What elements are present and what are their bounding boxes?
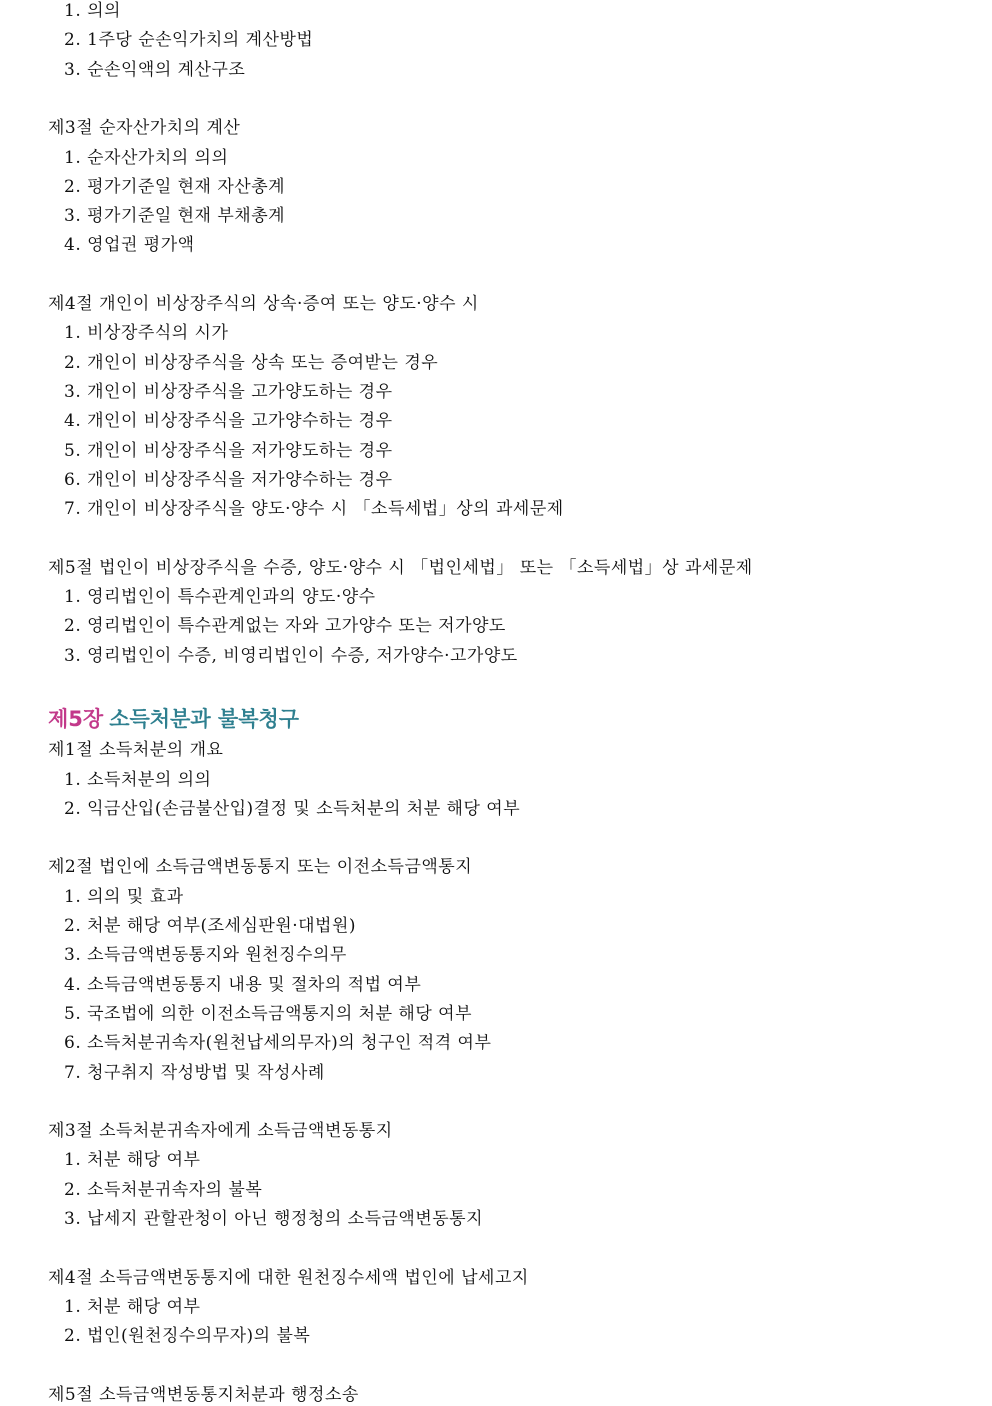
toc-item-title: 개인이 비상장주식을 저가양도하는 경우	[87, 440, 393, 461]
toc-item-number: 3.	[64, 945, 88, 966]
toc-item-number: 6.	[64, 469, 88, 490]
toc-item	[64, 769, 211, 791]
section-heading: 제2절 법인에 소득금액변동통지 또는 이전소득금액통지	[48, 857, 473, 878]
toc-item-number: 1.	[64, 147, 88, 168]
toc-item-number: 4.	[64, 411, 88, 432]
toc-item	[64, 498, 564, 520]
toc-item-title: 처분 해당 여부(조세심판원·대법원)	[87, 916, 357, 936]
toc-item-number: 3.	[64, 206, 88, 227]
toc-item-title: 소득금액변동통지 내용 및 절차의 적법 여부	[87, 974, 422, 995]
toc-item-title: 영리법인이 특수관계인과의 양도·양수	[87, 587, 376, 607]
toc-item	[64, 59, 245, 81]
toc-item	[64, 147, 228, 169]
toc-item	[64, 1179, 262, 1201]
toc-item-title: 순손익액의 계산구조	[87, 59, 246, 80]
toc-item	[64, 176, 285, 198]
toc-item-number: 1.	[64, 1296, 88, 1317]
toc-item-title: 소득처분귀속자(원천납세의무자)의 청구인 적격 여부	[87, 1033, 492, 1054]
toc-item-title: 처분 해당 여부	[87, 1150, 201, 1171]
toc-item	[64, 410, 393, 432]
toc-item-number: 7.	[64, 499, 88, 520]
toc-item	[64, 1325, 310, 1347]
toc-item	[64, 234, 195, 256]
chapter-title: 소득처분과 불복청구	[109, 707, 300, 732]
toc-item-title: 1주당 순손익가치의 계산방법	[87, 30, 314, 51]
toc-item	[64, 615, 506, 637]
toc-item	[64, 944, 347, 966]
toc-item-title: 개인이 비상장주식을 고가양수하는 경우	[87, 411, 393, 432]
toc-item-title: 평가기준일 현재 자산총계	[87, 176, 286, 197]
toc-item-number: 6.	[64, 1033, 88, 1054]
toc-item-title: 평가기준일 현재 부채총계	[87, 206, 286, 227]
toc-item	[64, 469, 393, 491]
toc-item-number: 1.	[64, 1150, 88, 1171]
toc-item-number: 2.	[64, 352, 88, 373]
toc-item-number: 1.	[64, 587, 88, 607]
toc-item-number: 2.	[64, 1326, 88, 1347]
toc-item-title: 개인이 비상장주식을 저가양수하는 경우	[87, 469, 393, 490]
toc-item	[64, 974, 421, 996]
toc-item-title: 영리법인이 수증, 비영리법인이 수증, 저가양수·고가양도	[87, 645, 518, 666]
toc-item-title: 소득처분귀속자의 불복	[87, 1179, 263, 1200]
toc-item-title: 의의	[87, 1, 121, 21]
toc-item-number: 1.	[64, 323, 88, 344]
toc-item	[64, 0, 121, 22]
toc-item	[64, 915, 356, 937]
toc-item	[64, 1062, 325, 1084]
toc-item-title: 소득처분의 의의	[87, 769, 212, 790]
toc-item-number: 2.	[64, 798, 88, 819]
toc-item-number: 3.	[64, 1209, 88, 1229]
section-heading: 제3절 순자산가치의 계산	[48, 118, 241, 139]
toc-item-number: 4.	[64, 974, 88, 995]
toc-item-title: 개인이 비상장주식을 양도·양수 시 「소득세법」상의 과세문제	[87, 499, 564, 520]
chapter-heading	[48, 705, 299, 733]
toc-item-title: 순자산가치의 의의	[87, 147, 229, 168]
toc-item	[64, 1032, 491, 1054]
toc-item-title: 청구취지 작성방법 및 작성사례	[87, 1062, 325, 1083]
toc-item	[64, 886, 184, 908]
toc-item	[64, 1208, 483, 1230]
toc-item-number: 4.	[64, 235, 88, 256]
toc-item-number: 3.	[64, 381, 88, 402]
chapter-number: 제5장	[48, 707, 104, 732]
toc-item	[64, 798, 520, 820]
toc-item-number: 2.	[64, 916, 88, 936]
toc-item-title: 비상장주식의 시가	[87, 323, 229, 344]
toc-item	[64, 1003, 472, 1025]
toc-item	[64, 1149, 200, 1171]
toc-item-title: 영업권 평가액	[87, 235, 195, 256]
toc-item-number: 2.	[64, 616, 88, 637]
toc-item-title: 납세지 관할관청이 아닌 행정청의 소득금액변동통지	[87, 1209, 484, 1229]
toc-item-title: 소득금액변동통지와 원천징수의무	[87, 945, 347, 966]
section-heading: 제1절 소득처분의 개요	[48, 740, 224, 761]
toc-item-number: 2.	[64, 30, 88, 51]
toc-item-number: 2.	[64, 1179, 88, 1200]
toc-item-number: 5.	[64, 440, 88, 461]
section-heading: 제4절 개인이 비상장주식의 상속·증여 또는 양도·양수 시	[48, 294, 479, 314]
toc-item	[64, 586, 376, 608]
toc-item	[64, 440, 393, 462]
toc-item	[64, 381, 393, 403]
toc-item-number: 2.	[64, 176, 88, 197]
toc-item-title: 개인이 비상장주식을 상속 또는 증여받는 경우	[87, 352, 439, 373]
toc-item	[64, 29, 313, 51]
toc-item	[64, 352, 438, 374]
section-heading: 제4절 소득금액변동통지에 대한 원천징수세액 법인에 납세고지	[48, 1267, 529, 1288]
section-heading: 제5절 법인이 비상장주식을 수증, 양도·양수 시 「법인세법」 또는 「소득세법」상 과세문제	[48, 557, 753, 578]
toc-item-title: 익금산입(손금불산입)결정 및 소득처분의 처분 해당 여부	[87, 798, 521, 819]
toc-item-title: 법인(원천징수의무자)의 불복	[87, 1326, 311, 1347]
toc-item-title: 개인이 비상장주식을 고가양도하는 경우	[87, 381, 393, 402]
toc-item-title: 의의 및 효과	[87, 886, 184, 907]
toc-item-title: 영리법인이 특수관계없는 자와 고가양수 또는 저가양도	[87, 616, 506, 637]
toc-item-number: 3.	[64, 59, 88, 80]
section-heading: 제3절 소득처분귀속자에게 소득금액변동통지	[48, 1121, 393, 1142]
toc-item-number: 1.	[64, 769, 88, 790]
toc-item-number: 1.	[64, 886, 88, 907]
toc-item	[64, 1296, 200, 1318]
toc-item-number: 5.	[64, 1003, 88, 1024]
toc-item-title: 국조법에 의한 이전소득금액통지의 처분 해당 여부	[87, 1003, 473, 1024]
toc-item	[64, 322, 228, 344]
toc-item-number: 7.	[64, 1062, 88, 1083]
toc-item-title: 처분 해당 여부	[87, 1296, 201, 1317]
toc-item	[64, 645, 518, 667]
toc-item	[64, 205, 285, 227]
section-heading: 제5절 소득금액변동통지처분과 행정소송	[48, 1384, 359, 1405]
toc-item-number: 1.	[64, 1, 88, 21]
toc-item-number: 3.	[64, 645, 88, 666]
